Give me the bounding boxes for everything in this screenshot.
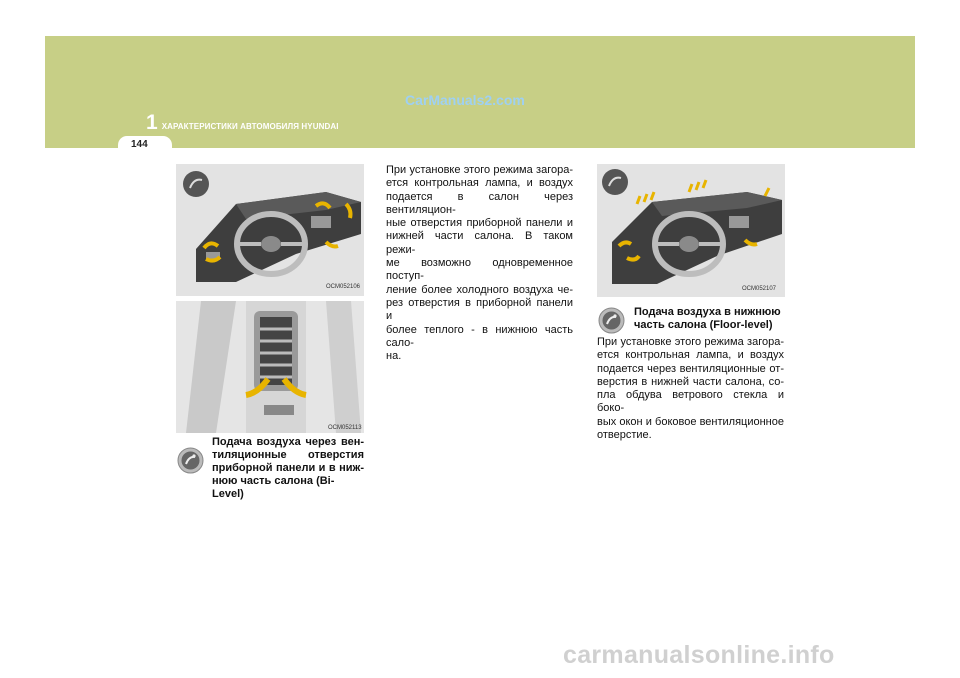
figure-vent-closeup	[176, 301, 364, 433]
text-line: рез отверстия в приборной панели и	[386, 296, 573, 323]
figure-dashboard-floor	[597, 164, 785, 297]
seated-person-airflow-icon	[598, 307, 625, 334]
bilevel-description	[386, 164, 573, 363]
text-line: нижней части салона. В таком режи-	[386, 230, 573, 256]
caption-line: приборной панели и в ниж-	[212, 462, 364, 474]
seated-person-airflow-icon	[177, 447, 204, 474]
chapter-title: ХАРАКТЕРИСТИКИ АВТОМОБИЛЯ HYUNDAI	[161, 122, 339, 131]
text-line: отверстие.	[597, 429, 652, 442]
text-line: вых окон и боковое вентиляционное	[597, 415, 784, 428]
watermark-top: CarManuals2.com	[405, 92, 525, 108]
dashboard-illustration	[597, 164, 785, 297]
text-line: ется контрольная лампа, и воздух	[386, 177, 573, 190]
text-line: верстия в нижней части салона, со-	[597, 375, 784, 388]
text-line: ление более холодного воздуха че-	[386, 283, 573, 296]
caption-line: Подача воздуха в нижнюю	[634, 306, 781, 318]
figure-dashboard-bilevel	[176, 164, 364, 296]
figure-code: OCM052106	[326, 284, 361, 290]
page-number: 144	[131, 139, 148, 150]
vent-illustration	[176, 301, 364, 433]
text-line: ме возможно одновременное поступ-	[386, 257, 573, 283]
watermark-bottom: carmanualsonline.info	[563, 641, 835, 669]
chapter-number: 1	[146, 111, 158, 134]
text-line: более теплого - в нижнюю часть сало-	[386, 323, 573, 349]
caption-line: нюю часть салона (Bi-Level)	[212, 475, 335, 500]
caption-line: Подача воздуха через вен-	[212, 436, 364, 448]
text-line: При установке этого режима загора-	[597, 336, 784, 348]
caption-line: тиляционные отверстия	[212, 449, 364, 461]
text-line: ные отверстия приборной панели и	[386, 217, 573, 230]
text-line: ется контрольная лампа, и воздух	[597, 349, 784, 362]
text-line: пла обдува ветрового стекла и боко-	[597, 389, 784, 415]
bilevel-caption	[212, 436, 364, 501]
text-line: на.	[386, 350, 402, 363]
text-line: подается через вентиляционные от-	[597, 362, 784, 375]
caption-line: часть салона (Floor-level)	[634, 319, 773, 331]
floor-level-caption	[634, 306, 786, 332]
figure-code: OCM052113	[328, 425, 362, 431]
floor-level-description	[597, 336, 784, 442]
dashboard-illustration	[176, 164, 364, 296]
chapter-heading	[146, 111, 339, 135]
text-line: подается в салон через вентиляцион-	[386, 190, 573, 216]
figure-code: OCM052107	[742, 286, 777, 292]
text-line: При установке этого режима загора-	[386, 164, 573, 176]
